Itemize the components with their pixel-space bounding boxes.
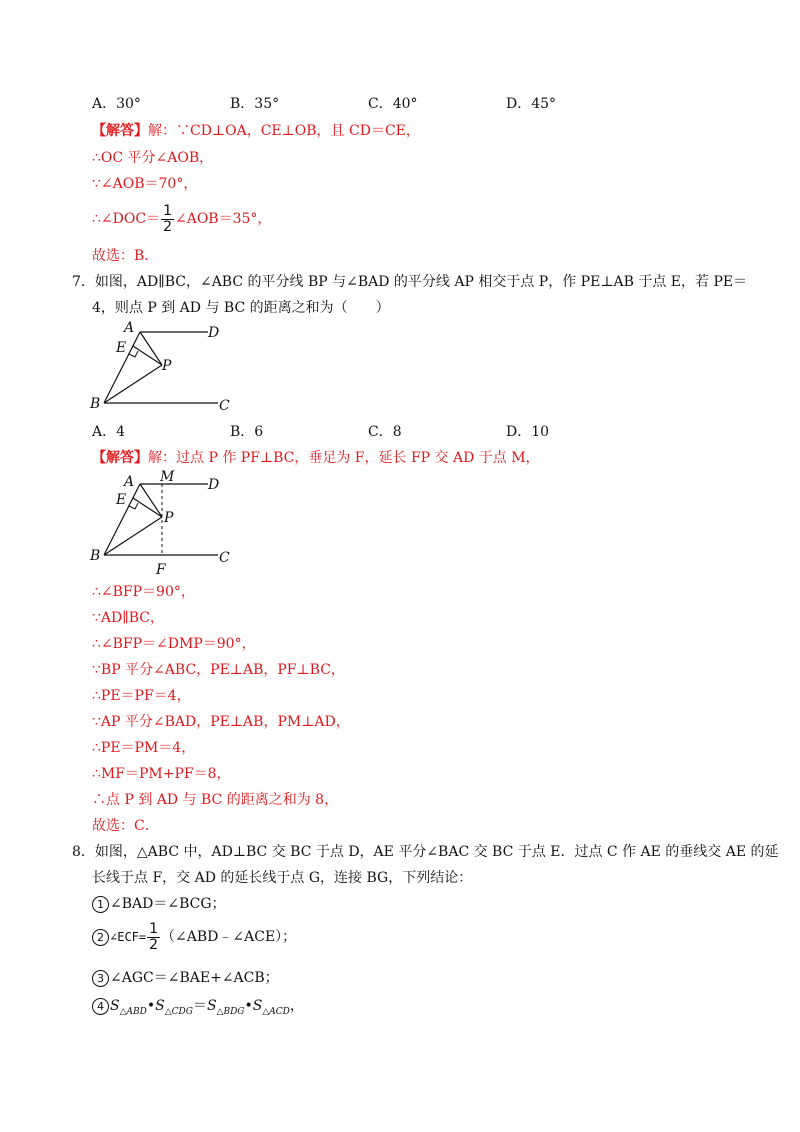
jie-label: 解： [148, 123, 176, 139]
fig2-label-m: M [160, 470, 175, 485]
circled-number-2: 2 [92, 929, 109, 946]
answer-tag: 【解答】 [92, 450, 148, 466]
q7-step-5: ∴PE＝PF＝4， [92, 688, 191, 704]
fig2-label-p: P [164, 510, 174, 526]
circled-number-3: 3 [92, 970, 109, 987]
fig1-label-d: D [208, 325, 220, 341]
q7-stem-line-2: 4，则点 P 到 AD 与 BC 的距离之和为（ ） [92, 300, 390, 316]
q7-step-2: ∵AD∥BC， [92, 610, 164, 626]
q7-option-a: A．4 [92, 424, 126, 440]
q7-solution-figure [88, 470, 248, 580]
fig2-label-d: D [208, 477, 220, 493]
fig2-label-e: E [116, 492, 127, 508]
q6-option-b: B．35° [230, 96, 280, 112]
fig1-label-p: P [162, 358, 172, 374]
q7-stem-line-1: 7．如图，AD∥BC，∠ABC 的平分线 BP 与∠BAD 的平分线 AP 相交于点 P，作 PE⊥AB 于点 E，若 PE＝ [72, 274, 748, 290]
q8-conclusion-3: 3 ∠AGC＝∠BAE+∠ACB； [92, 968, 279, 988]
fig2-label-f: F [156, 562, 166, 578]
q7-option-b: B．6 [230, 424, 264, 440]
q7-step-4: ∵BP 平分∠ABC，PE⊥AB，PF⊥BC， [92, 662, 345, 678]
fig1-label-b: B [90, 396, 101, 412]
q6-step-2: ∴OC 平分∠AOB， [92, 150, 214, 166]
q6-answer: 故选：B． [92, 248, 159, 264]
q6-option-d: D．45° [506, 96, 557, 112]
q6-step-4: ∴∠DOC＝ $\frac{1}{2}$ ∠AOB＝35°， [92, 202, 272, 235]
q7-step-3: ∴∠BFP＝∠DMP＝90°， [92, 636, 256, 652]
q7-solution-head: 【解答】解：过点 P 作 PF⊥BC，垂足为 F，延长 FP 交 AD 于点 M， [92, 450, 540, 466]
q7-answer: 故选：C． [92, 818, 159, 834]
q7-step-6: ∵AP 平分∠BAD，PE⊥AB，PM⊥AD， [92, 714, 350, 730]
fig2-label-b: B [90, 548, 101, 564]
q7-step-1: ∴∠BFP＝90°， [92, 584, 195, 600]
fig2-label-a: A [124, 474, 135, 490]
q7-step-7: ∴PE＝PM＝4， [92, 740, 196, 756]
q7-step-9: ∴点 P 到 AD 与 BC 的距离之和为 8， [92, 792, 339, 808]
q6-solution-line-1 [92, 121, 420, 141]
answer-tag: 【解答】 [92, 123, 148, 139]
q6-step-1: ∵CD⊥OA，CE⊥OB，且 CD＝CE， [176, 123, 420, 139]
q6-option-a: A．30° [92, 96, 141, 112]
q6-option-c: C．40° [368, 96, 418, 112]
q7-step-8: ∴MF＝PM+PF＝8， [92, 766, 231, 782]
q8-stem-line-2: 长线于点 F，交 AD 的延长线于点 G，连接 BG，下列结论： [92, 870, 473, 886]
q8-conclusion-1: 1 ∠BAD＝∠BCG； [92, 894, 226, 914]
fig1-label-a: A [124, 320, 135, 336]
q8-conclusion-2: 2 ∠ECF= $\frac{1}{2}$ （∠ABD﹣∠ACE）； [92, 920, 296, 954]
fig1-label-e: E [116, 340, 127, 356]
circled-number-1: 1 [92, 896, 109, 913]
q7-option-c: C．8 [368, 424, 402, 440]
fig1-label-c: C [219, 398, 230, 412]
fig2-label-c: C [219, 550, 230, 566]
q6-step-3: ∵∠AOB＝70°， [92, 176, 198, 192]
q7-figure [88, 320, 248, 412]
fraction-one-half: $\frac{1}{2}$ [163, 202, 172, 235]
q8-conclusion-4: 4 $S_{\triangle ABD}•S_{\triangle CDG}=S_{\triangle BDG}•S_{\triangle ACD}$， [92, 996, 304, 1022]
q7-option-d: D．10 [506, 424, 550, 440]
circled-number-4: 4 [92, 998, 109, 1015]
q8-stem-line-1: 8．如图，△ABC 中，AD⊥BC 交 BC 于点 D，AE 平分∠BAC 交 BC 于点 E．过点 C 作 AE 的垂线交 AE 的延 [72, 844, 779, 860]
fraction-one-half: $\frac{1}{2}$ [149, 920, 159, 953]
